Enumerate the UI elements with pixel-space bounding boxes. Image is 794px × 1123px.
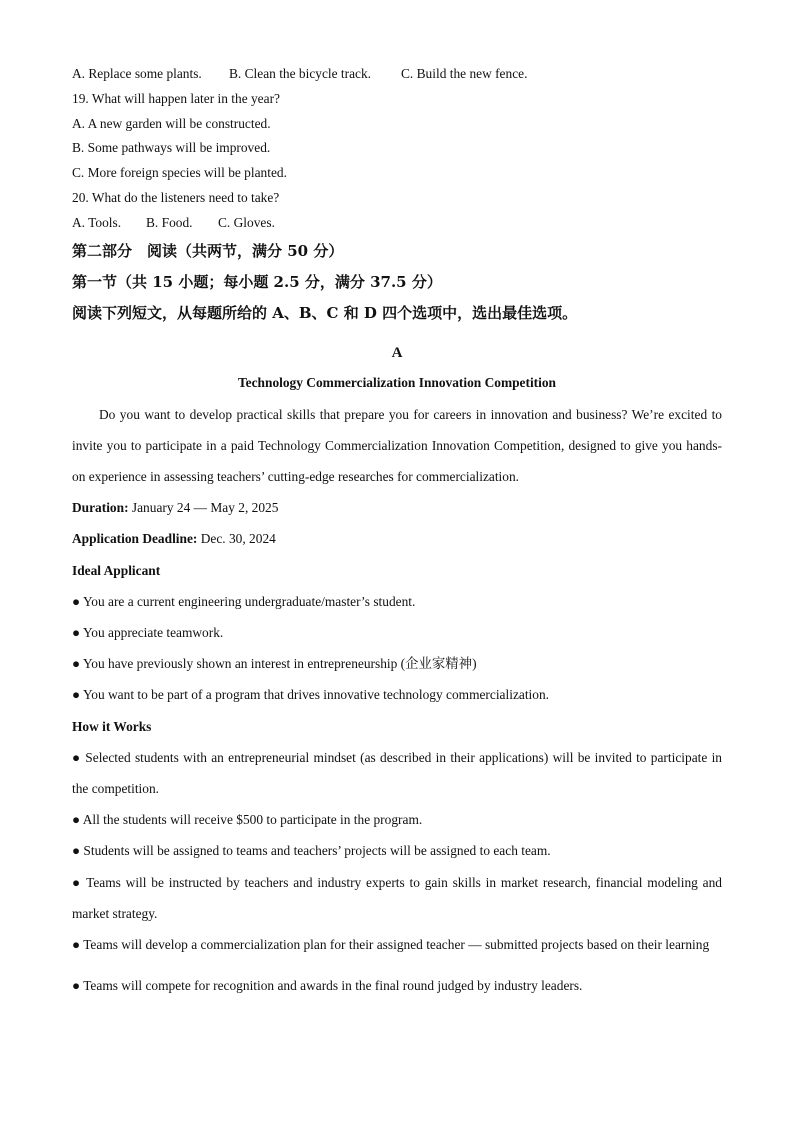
exam-page bbox=[72, 62, 722, 1001]
list-item: ● You appreciate teamwork. bbox=[72, 625, 224, 640]
list-item: ● All the students will receive $500 to participate in the program. bbox=[72, 812, 423, 828]
section-1-heading: 第一节（共 15 小题；每小题 2.5 分，满分 37.5 分） bbox=[72, 272, 442, 291]
q19-option-c: C. More foreign species will be planted. bbox=[72, 165, 287, 181]
q19-option-b: B. Some pathways will be improved. bbox=[72, 140, 271, 156]
q20-option-a: A. Tools. bbox=[72, 214, 122, 230]
q18-option-b: B. Clean the bicycle track. bbox=[229, 66, 372, 81]
deadline-label: Application Deadline: bbox=[72, 531, 198, 547]
how-it-works-heading: How it Works bbox=[72, 718, 152, 734]
duration-line bbox=[72, 492, 722, 523]
list-item: ● You want to be part of a program that drives innovative technology commercialization. bbox=[72, 687, 550, 703]
q20-options bbox=[72, 211, 722, 236]
list-item: ● Selected students with an entrepreneurial mindset (as described in their applications) will be invited to participate in the competition. bbox=[72, 749, 722, 797]
deadline-line bbox=[72, 523, 722, 554]
duration-label: Duration: bbox=[72, 500, 129, 516]
q19-question: 19. What will happen later in the year? bbox=[72, 90, 280, 106]
duration-value: January 24 — May 2, 2025 bbox=[128, 500, 279, 516]
section-part2-heading: 第二部分 阅读（共两节，满分 50 分） bbox=[72, 241, 344, 260]
passage-title: Technology Commercialization Innovation Competition bbox=[237, 374, 557, 390]
list-item: ● Students will be assigned to teams and teachers’ projects will be assigned to each team. bbox=[72, 843, 551, 859]
list-item: ● Teams will develop a commercialization plan for their assigned teacher — submitted projects based on their learning bbox=[72, 937, 710, 953]
q18-options bbox=[72, 62, 722, 87]
q20-option-c: C. Gloves. bbox=[218, 214, 275, 230]
passage-intro: Do you want to develop practical skills that prepare you for careers in innovation and business? We’re excited to invite you to participate in a paid Technology Commercialization Innovation Competition, designed to give you hands-on experience in assessing teachers’ cutting-edge researches for commercialization. bbox=[72, 406, 722, 484]
ideal-applicant-heading: Ideal Applicant bbox=[72, 562, 161, 578]
list-item: ● Teams will compete for recognition and awards in the final round judged by industry leaders. bbox=[72, 978, 583, 994]
q18-option-a: A. Replace some plants. bbox=[72, 66, 202, 81]
deadline-value: Dec. 30, 2024 bbox=[197, 531, 276, 547]
list-item: ● Teams will be instructed by teachers and industry experts to gain skills in market research, financial modeling and market strategy. bbox=[72, 874, 722, 921]
q20-question: 20. What do the listeners need to take? bbox=[72, 189, 280, 205]
list-item: ● You have previously shown an interest in entrepreneurship (企业家精神) bbox=[72, 656, 477, 672]
q19-option-a: A. A new garden will be constructed. bbox=[72, 115, 271, 131]
section-instruction: 阅读下列短文，从每题所给的 A、B、C 和 D 四个选项中，选出最佳选项。 bbox=[72, 303, 578, 322]
list-item: ● You are a current engineering undergraduate/master’s student. bbox=[72, 593, 416, 609]
passage-letter: A bbox=[391, 344, 403, 361]
q18-option-c: C. Build the new fence. bbox=[401, 66, 528, 81]
q20-option-b: B. Food. bbox=[146, 214, 193, 230]
